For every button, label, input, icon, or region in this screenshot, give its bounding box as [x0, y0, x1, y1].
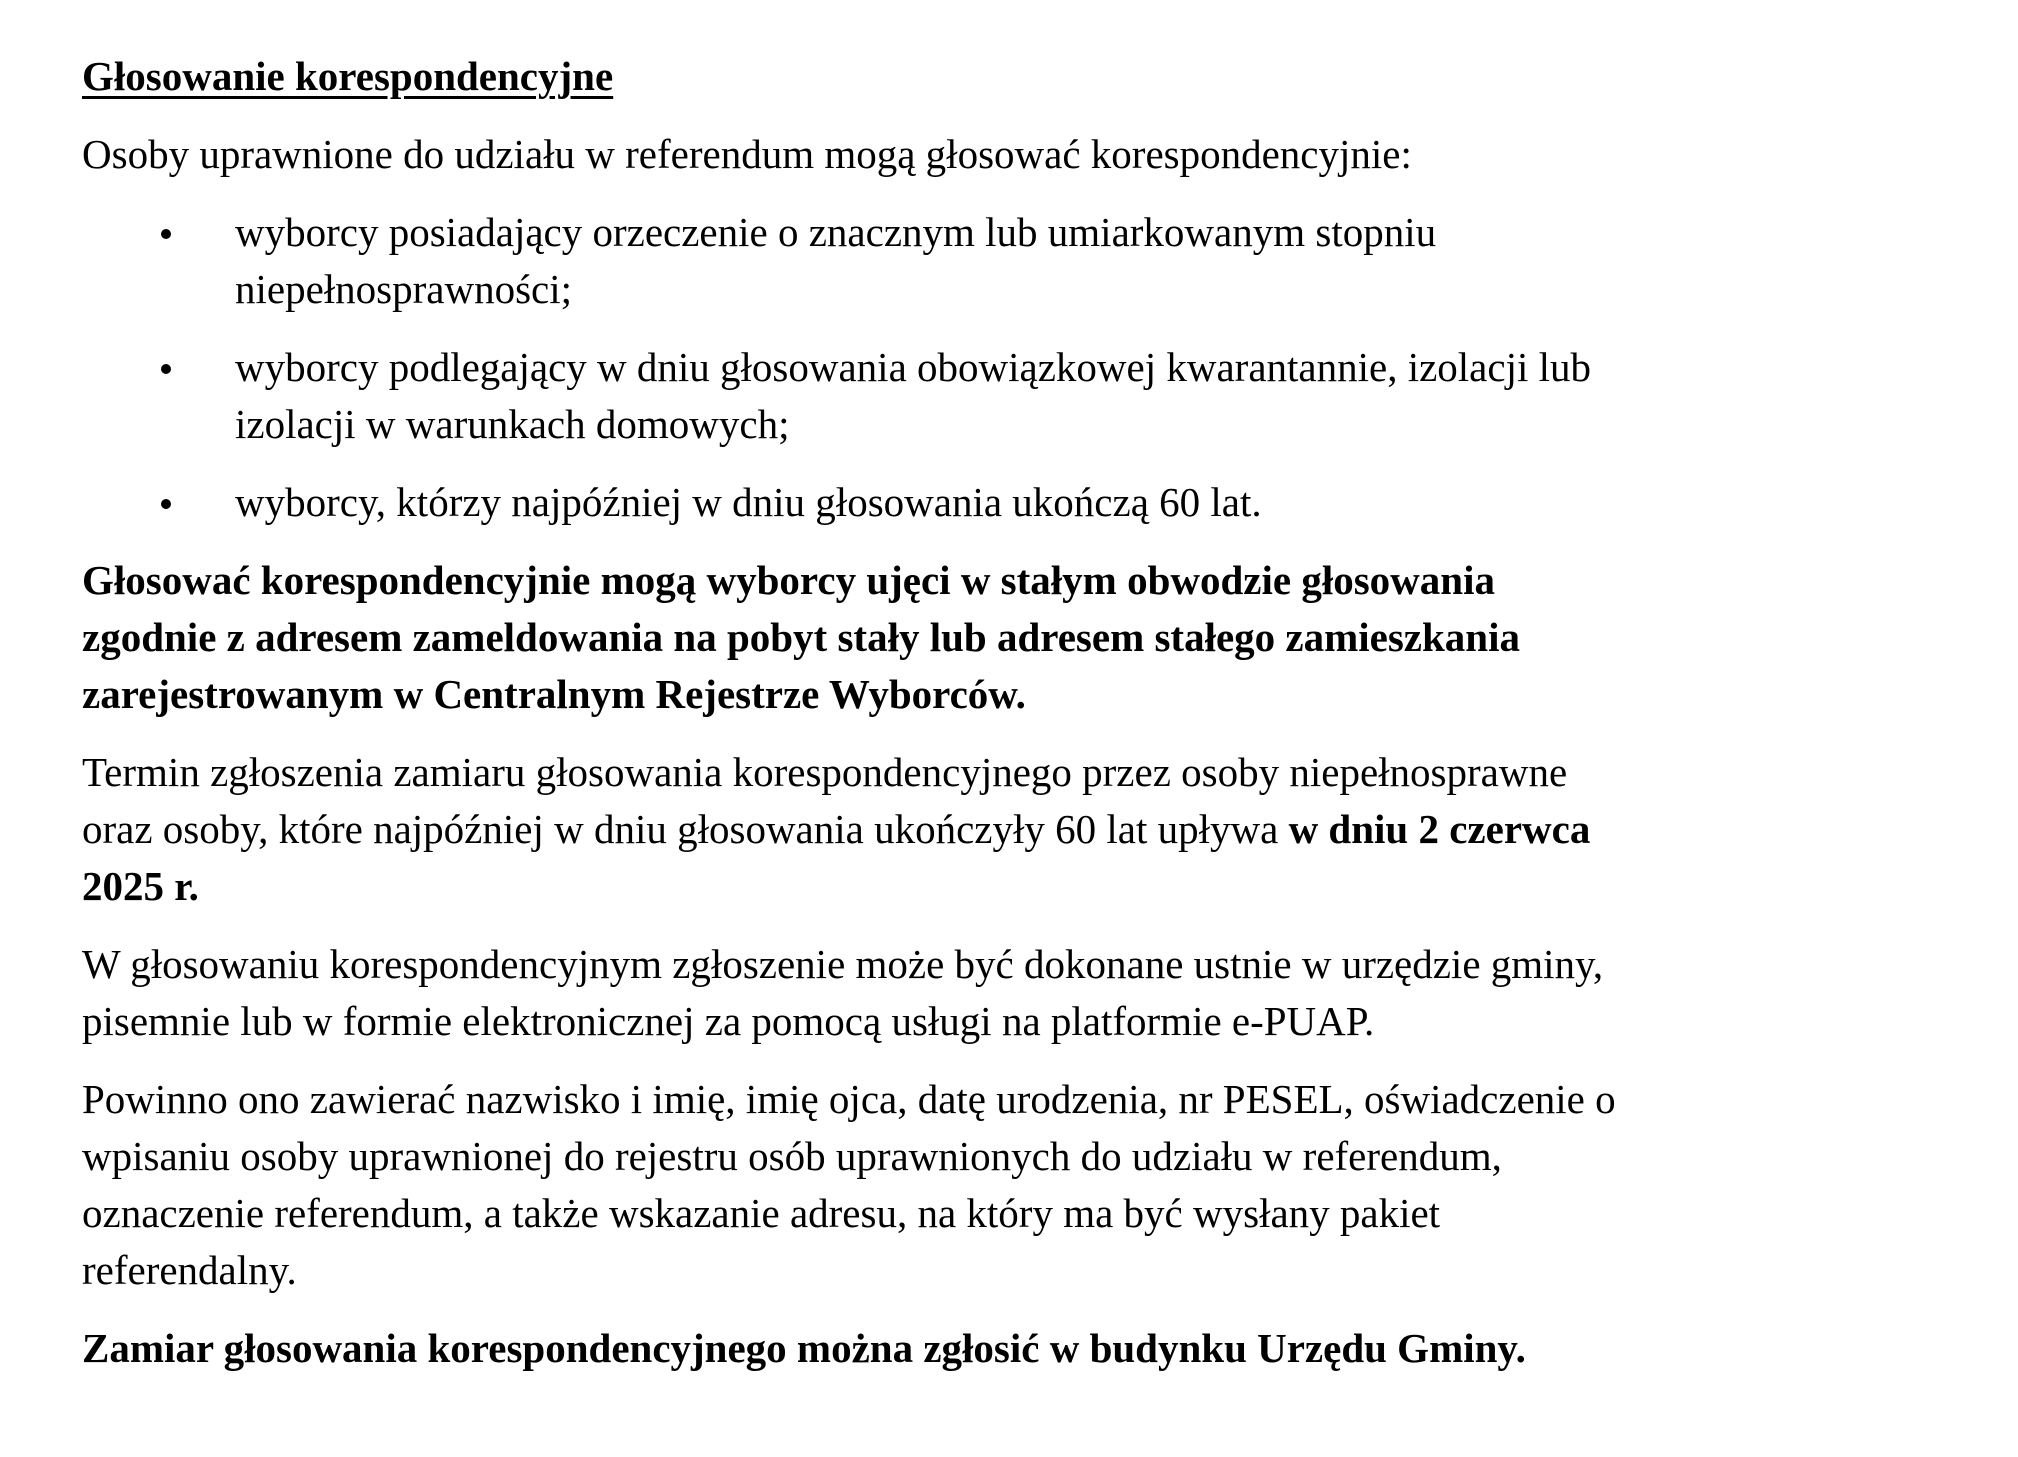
paragraph-line: zgodnie z adresem zameldowania na pobyt stały lub adresem stałego zamieszkania: [82, 614, 1521, 660]
intro-paragraph: Osoby uprawnione do udziału w referendum mogą głosować korespondencyjnie:: [82, 131, 1412, 177]
eligible-voters-list: [82, 204, 1982, 531]
list-item-line: wyborcy, którzy najpóźniej w dniu głosowania ukończą 60 lat.: [235, 479, 1262, 525]
bullet-icon: [161, 499, 171, 509]
paragraph-line: Termin zgłoszenia zamiaru głosowania korespondencyjnego przez osoby niepełnosprawne: [82, 749, 1568, 795]
document-title: Głosowanie korespondencyjne: [82, 53, 614, 99]
deadline-date: w dniu 2 czerwca: [1288, 806, 1591, 852]
paragraph-line: oznaczenie referendum, a także wskazanie adresu, na który ma być wysłany pakiet: [82, 1190, 1441, 1236]
document-page: [82, 48, 1982, 1377]
list-item: [82, 204, 1982, 318]
submission-paragraph: [82, 936, 1982, 1050]
list-item: [82, 474, 1982, 531]
paragraph-line: pisemnie lub w formie elektronicznej za pomocą usługi na platformie e-PUAP.: [82, 998, 1375, 1044]
closing-statement: Zamiar głosowania korespondencyjnego można zgłosić w budynku Urzędu Gminy.: [82, 1325, 1526, 1371]
list-item-line: niepełnosprawności;: [235, 266, 573, 312]
paragraph-line: wpisaniu osoby uprawnionej do rejestru osób uprawnionych do udziału w referendum,: [82, 1133, 1502, 1179]
paragraph-line: [82, 801, 1982, 858]
deadline-text: oraz osoby, które najpóźniej w dniu głosowania ukończyły 60 lat upływa: [82, 806, 1289, 852]
deadline-paragraph: [82, 744, 1982, 915]
list-item-line: izolacji w warunkach domowych;: [235, 401, 790, 447]
bullet-icon: [161, 364, 171, 374]
deadline-year: 2025 r.: [82, 863, 199, 909]
bullet-icon: [161, 229, 171, 239]
paragraph-line: referendalny.: [82, 1247, 297, 1293]
list-item-line: wyborcy podlegający w dniu głosowania obowiązkowej kwarantannie, izolacji lub: [235, 344, 1592, 390]
paragraph-line: Głosować korespondencyjnie mogą wyborcy ujęci w stałym obwodzie głosowania: [82, 557, 1495, 603]
paragraph-line: zarejestrowanym w Centralnym Rejestrze Wyborców.: [82, 671, 1026, 717]
paragraph-line: W głosowaniu korespondencyjnym zgłoszenie może być dokonane ustnie w urzędzie gminy,: [82, 941, 1604, 987]
bold-notice-paragraph: [82, 552, 1982, 723]
list-item: [82, 339, 1982, 453]
paragraph-line: Powinno ono zawierać nazwisko i imię, imię ojca, datę urodzenia, nr PESEL, oświadczenie o: [82, 1076, 1616, 1122]
list-item-line: wyborcy posiadający orzeczenie o znacznym lub umiarkowanym stopniu: [235, 209, 1437, 255]
contents-paragraph: [82, 1071, 1982, 1299]
